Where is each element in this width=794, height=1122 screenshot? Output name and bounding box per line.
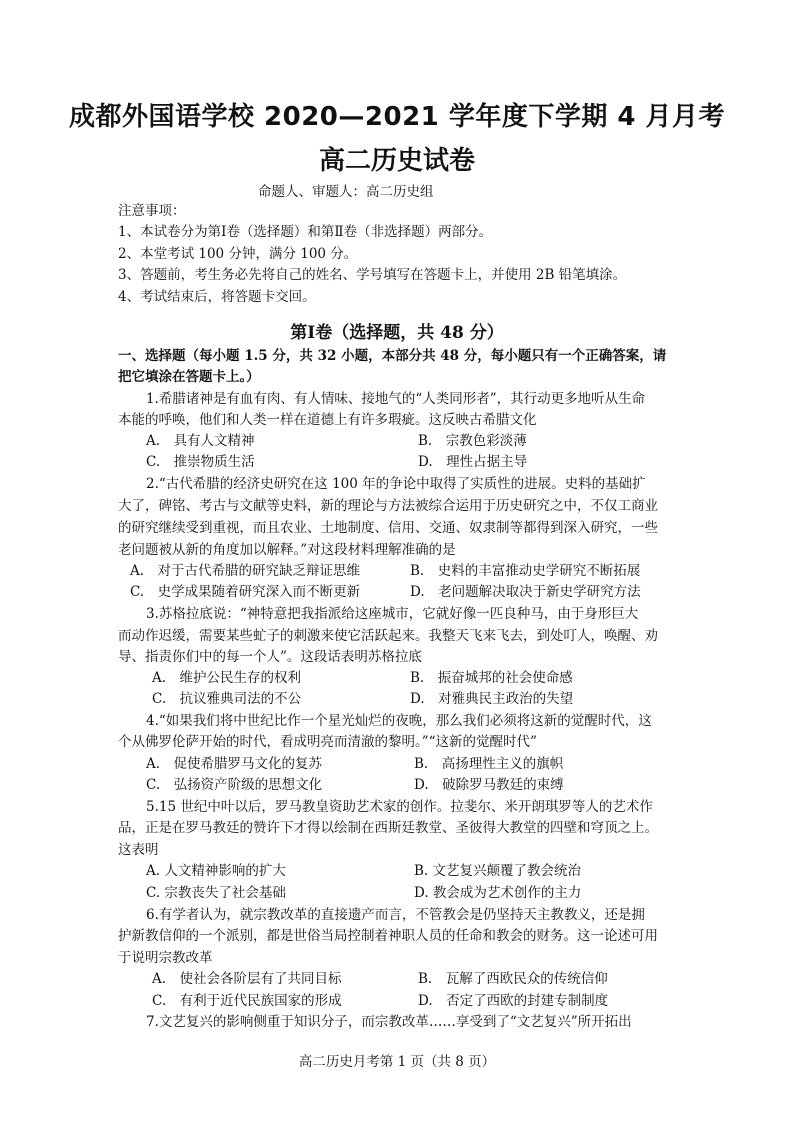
section-instructions: 一、选择题（每小题 1.5 分，共 32 小题，本部分共 48 分，每小题只有一个正确答案，请 [118,348,667,364]
question-3-text: 3.苏格拉底说：“神特意把我指派给这座城市，它就好像一匹良种马，由于身形巨大 [146,606,639,622]
question-3-option-a: A. 维护公民生存的权利 [152,670,302,686]
section-instructions: 把它填涂在答题卡上。） [118,369,260,385]
question-2-option-a: A. 对于古代希腊的研究缺乏辩证思维 [130,563,361,579]
question-5-option-c: C. 宗教丧失了社会基础 [146,885,286,901]
note-item: 1、本试卷分为第Ⅰ卷（选择题）和第Ⅱ卷（非选择题）两部分。 [118,224,493,240]
exam-title: 成都外国语学校 2020—2021 学年度下学期 4 月月考 [68,102,726,132]
question-4-option-c: C. 弘扬资产阶级的思想文化 [146,777,323,793]
section-title: 第Ⅰ卷（选择题，共 48 分） [290,323,504,343]
question-6-option-c: C. 有利于近代民族国家的形成 [152,993,342,1009]
question-1-text: 1.希腊诸神是有血有肉、有人情味、接地气的“人类同形者”，其行动更多地听从生命 [146,391,646,407]
question-6-text: 6.有学者认为，就宗教改革的直接遗产而言，不管教会是仍坚持天主教教义，还是拥 [146,907,645,923]
question-2-text: 的研究继续受到重视，而且农业、土地制度、信用、交通、奴隶制等都得到深入研究，一些 [118,520,658,536]
question-5-option-d: D. 教会成为艺术创作的主力 [414,885,582,901]
note-item: 4、考试结束后，将答题卡交回。 [118,289,316,305]
question-2-text: 大了，碑铭、考古与文献等史料，新的理论与方法被综合运用于历史研究之中，不仅工商业 [118,498,658,514]
question-2-option-c: C. 史学成果随着研究深入而不断更新 [130,584,361,600]
notes-heading: 注意事项： [118,203,186,219]
question-6-option-b: B. 瓦解了西欧民众的传统信仰 [418,971,608,987]
author-line: 命题人、审题人：高二历史组 [258,184,434,200]
question-5-text: 5.15 世纪中叶以后，罗马教皇资助艺术家的创作。拉斐尔、米开朗琪罗等人的艺术作 [146,799,653,815]
question-5-text: 这表明 [118,842,159,858]
question-3-option-b: B. 振奋城邦的社会使命感 [410,670,573,686]
question-4-text: 4.“如果我们将中世纪比作一个星光灿烂的夜晚，那么我们必须将这新的觉醒时代，这 [146,713,652,729]
question-3-option-d: D. 对雅典民主政治的失望 [410,691,574,707]
question-3-text: 导、指责你们中的每一个人”。这段话表明苏格拉底 [118,649,422,665]
question-6-option-a: A. 使社会各阶层有了共同目标 [152,971,342,987]
question-3-text: 而动作迟缓，需要某些虻子的刺激来使它活跃起来。我整天飞来飞去，到处叮人，唤醒、劝 [118,628,658,644]
question-5-text: 品，正是在罗马教廷的赞许下才得以绘制在西斯廷教堂、圣彼得大教堂的四壁和穹顶之上。 [118,820,658,836]
note-item: 3、答题前，考生务必先将自己的姓名、学号填写在答题卡上，并使用 2B 铅笔填涂。 [118,267,627,283]
question-6-text: 于说明宗教改革 [118,950,213,966]
question-1-option-c: C. 推崇物质生活 [146,454,255,470]
question-1-text: 本能的呼唤，他们和人类一样在道德上有许多瑕疵。这反映古希腊文化 [118,412,537,428]
question-3-option-c: C. 抗议雅典司法的不公 [152,691,302,707]
question-4-option-d: D. 破除罗马教廷的束缚 [414,777,564,793]
question-2-option-d: D. 老问题解决取决于新史学研究方法 [410,584,641,600]
question-5-option-a: A. 人文精神影响的扩大 [146,863,286,879]
question-1-option-d: D. 理性占据主导 [418,454,528,470]
question-2-text: 老问题被从新的角度加以解释。”对这段材料理解准确的是 [118,542,456,558]
question-2-option-b: B. 史料的丰富推动史学研究不断拓展 [410,563,641,579]
question-6-text: 护新教信仰的一个派别，都是世俗当局控制着神职人员的任命和教会的财务。这一论述可用 [118,928,658,944]
question-4-option-a: A. 促使希腊罗马文化的复苏 [146,756,323,772]
question-1-option-b: B. 宗教色彩淡薄 [418,433,527,449]
question-4-text: 个从佛罗伦萨开始的时代，看成明亮而清澈的黎明。”“这新的觉醒时代” [118,734,537,750]
note-item: 2、本堂考试 100 分钟，满分 100 分。 [118,246,358,262]
question-1-option-a: A. 具有人文精神 [146,433,255,449]
question-7-text: 7.文艺复兴的影响侧重于知识分子，而宗教改革……享受到了“文艺复兴”所开拓出 [146,1014,632,1030]
question-6-option-d: D. 否定了西欧的封建专制制度 [418,993,609,1009]
exam-subtitle: 高二历史试卷 [318,146,475,176]
page-footer: 高二历史月考第 1 页（共 8 页） [298,1054,496,1070]
question-2-text: 2.“古代希腊的经济史研究在这 100 年的争论中取得了实质性的进展。史料的基础扩 [146,476,646,492]
question-4-option-b: B. 高扬理性主义的旗帜 [414,756,564,772]
question-5-option-b: B. 文艺复兴颠覆了教会统治 [414,863,582,879]
